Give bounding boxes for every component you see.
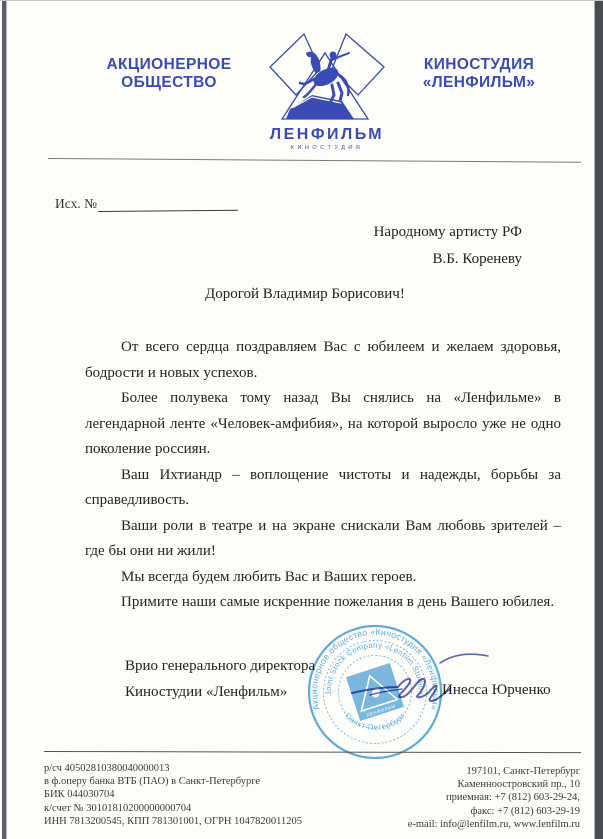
stamp-ring-text-ru: Акционерное общество «Киностудия «Ленфильм» [308, 626, 442, 712]
footer-line: к/счет № 30101810200000000704 [44, 802, 192, 814]
paragraph: Мы всегда будем любить Вас и Ваших героев. [121, 568, 417, 585]
org-name-right [414, 56, 544, 92]
addressee-title: Народному артисту РФ [373, 224, 522, 240]
org-name-line1: КИНОСТУДИЯ [423, 56, 535, 73]
footer-line: р/сч 40502810380040000013 [44, 763, 170, 774]
addressee-name: В.Б. Кореневу [432, 251, 522, 267]
paragraph: Более полувека тому назад Вы снялись на «Ленфильме» в легендарной ленте «Человек-амфибия», на которой выросло уже не одно поколение россиян. [85, 390, 561, 457]
footer-line: e-mail: info@lenfilm.ru, www.lenfilm.ru [407, 818, 580, 830]
org-name-line2: «ЛЕНФИЛЬМ» [422, 74, 536, 91]
stamp-center-label: ЛЕНФИЛЬМ [365, 703, 397, 718]
stamp-city-text: Санкт-Петербург [343, 711, 407, 733]
paragraph: От всего сердца поздравляем Вас с юбилеем и желаем здоровья, бодрости и новых успехов. [85, 339, 561, 381]
footer-line: Каменноостровский пр., 10 [457, 779, 580, 791]
signer-position-line1: Врио генерального директора [125, 658, 316, 674]
footer-line: БИК 044030704 [44, 789, 115, 801]
lenfilm-logo [262, 33, 392, 152]
letter-body [85, 335, 561, 616]
org-type-line2: ОБЩЕСТВО [121, 74, 217, 91]
bronze-horseman-emblem-icon [262, 33, 392, 121]
footer-bank-details [44, 762, 302, 828]
paragraph: Примите наши самые искренние пожелания в день Вашего юбилея. [121, 594, 555, 610]
header-divider [48, 158, 581, 163]
scan-edge-left-light [6, 0, 7, 839]
footer-line: факс: +7 (812) 603-29-19 [470, 805, 580, 817]
signer-position-line2: Киностудии «Ленфильм» [125, 684, 288, 700]
org-type-line1: АКЦИОНЕРНОЕ [106, 56, 232, 73]
org-type-left [104, 56, 234, 92]
handwritten-signature [340, 645, 500, 710]
footer-contact-details [408, 765, 580, 831]
salutation: Дорогой Владимир Борисович! [205, 286, 405, 302]
signer-name: Инесса Юрченко [442, 682, 551, 698]
footer-line: ИНН 7813200545, КПП 781301001, ОГРН 1047820011205 [44, 815, 302, 827]
logo-wordmark: ЛЕНФИЛЬМ [269, 126, 385, 143]
outgoing-number-label: Исх. № [55, 196, 97, 211]
stamp-ring-text-en: Joint Stock Company «Lenfilm Studio» [323, 640, 427, 696]
scan-edge-right-light [594, 0, 595, 839]
paragraph: Ваш Ихтиандр – воплощение чистоты и надежды, борьбы за справедливость. [85, 466, 561, 508]
signer-position [125, 653, 315, 705]
footer-line: в ф.оперу банка ВТБ (ПАО) в Санкт-Петербурге [44, 776, 261, 788]
scan-edge-top [0, 0, 603, 1]
footer-line: 197101, Санкт-Петербург [466, 766, 580, 777]
scan-edge-right [595, 0, 603, 839]
logo-subtitle: КИНОСТУДИЯ [290, 145, 364, 151]
footer-line: приемная: +7 (812) 603-29-24, [446, 792, 580, 804]
paragraph: Ваши роли в театре и на экране снискали Вам любовь зрителей – где бы они ни жили! [85, 517, 561, 559]
addressee-block [374, 219, 522, 273]
outgoing-number-blank [98, 210, 238, 212]
